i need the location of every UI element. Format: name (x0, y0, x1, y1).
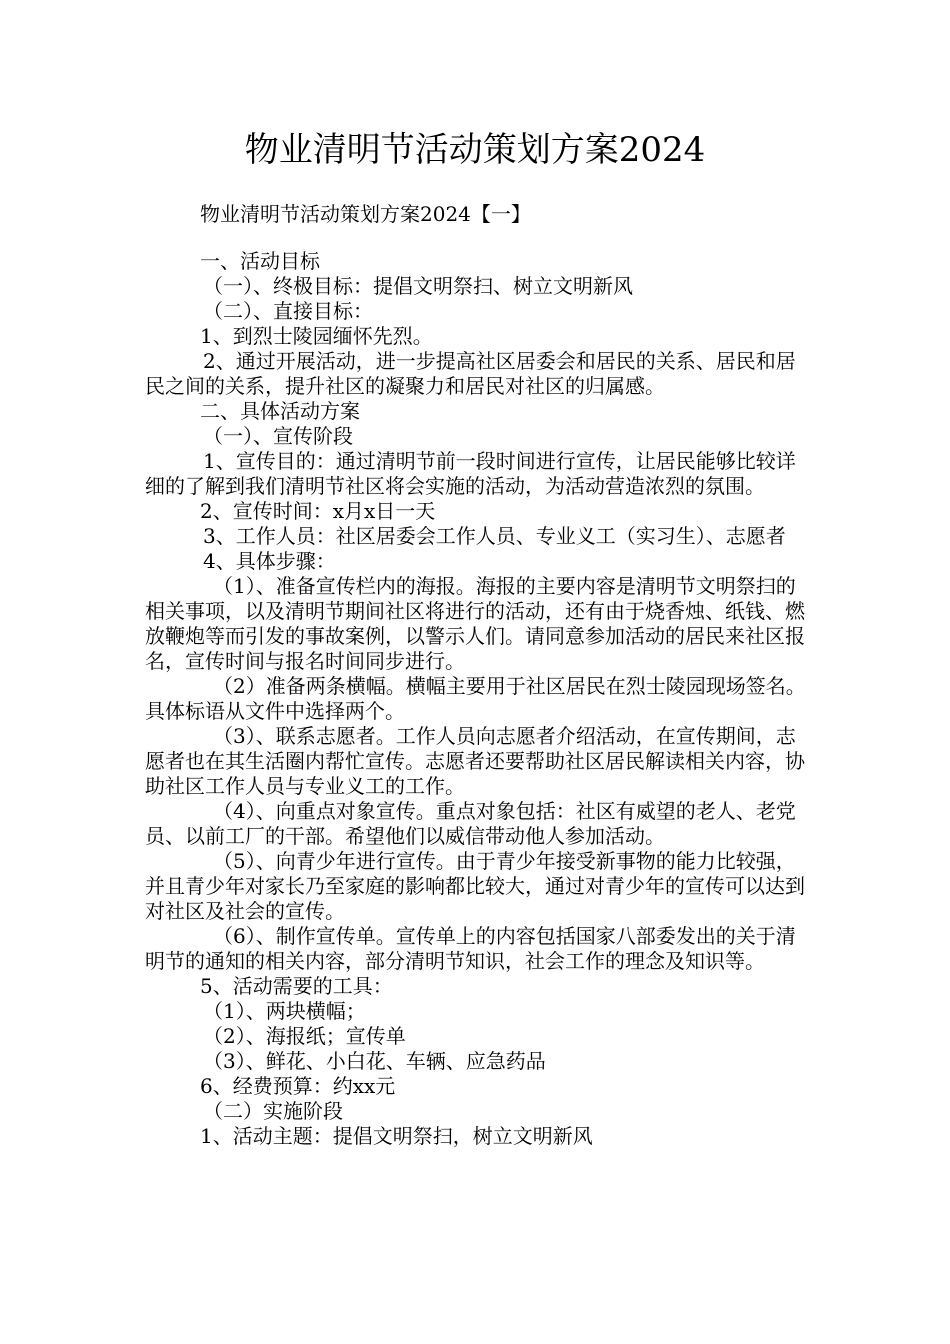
document-body (145, 249, 810, 1149)
paragraph: （5）、向青少年进行宣传。由于青少年接受新事物的能力比较强，并且青少年对家长乃至家庭的影响都比较大，通过对青少年的宣传可以达到对社区及社会的宣传。 (145, 849, 805, 923)
paragraph: 2、通过开展活动，进一步提高社区居委会和居民的关系、居民和居民之间的关系，提升社区的凝聚力和居民对社区的归属感。 (145, 349, 796, 398)
paragraph: 1、宣传目的：通过清明节前一段时间进行宣传，让居民能够比较详细的了解到我们清明节社区将会实施的活动，为活动营造浓烈的氛围。 (145, 449, 796, 498)
paragraph: 5、活动需要的工具： (200, 974, 393, 998)
paragraph: 1、到烈士陵园缅怀先烈。 (200, 324, 433, 348)
list-item: （2）、海报纸；宣传单 (203, 1024, 406, 1048)
paragraph: 4、具体步骤： (203, 549, 336, 573)
paragraph: （2）准备两条横幅。横幅主要用于社区居民在烈士陵园现场签名。具体标语从文件中选择两个。 (145, 674, 806, 723)
document-title: 物业清明节活动策划方案2024 (244, 130, 706, 170)
sub-heading: （一）、宣传阶段 (203, 424, 353, 448)
list-item: （1）、两块横幅； (203, 999, 366, 1023)
paragraph: 3、工作人员：社区居委会工作人员、专业义工（实习生）、志愿者 (203, 524, 786, 548)
document-subtitle: 物业清明节活动策划方案2024【一】 (200, 202, 531, 226)
paragraph: （3）、联系志愿者。工作人员向志愿者介绍活动，在宣传期间，志愿者也在其生活圈内帮忙宣传。志愿者还要帮助社区居民解读相关内容，协助社区工作人员与专业义工的工作。 (145, 724, 805, 798)
section-heading: 二、具体活动方案 (200, 399, 360, 423)
paragraph: 6、经费预算：约xx元 (200, 1074, 396, 1098)
list-item: （3）、鲜花、小白花、车辆、应急药品 (203, 1049, 546, 1073)
sub-heading: （一）、终极目标：提倡文明祭扫、树立文明新风 (203, 274, 633, 298)
sub-heading: （二）、直接目标： (203, 299, 373, 323)
paragraph: （1）、准备宣传栏内的海报。海报的主要内容是清明节文明祭扫的相关事项，以及清明节期间社区将进行的活动，还有由于烧香烛、纸钱、燃放鞭炮等而引发的事故案例，以警示人们。请同意参加活动的居民来社区报名，宣传时间与报名时间同步进行。 (145, 574, 805, 673)
section-heading: 一、活动目标 (200, 249, 320, 273)
paragraph: 2、宣传时间：x月x日一天 (200, 499, 436, 523)
paragraph: 1、活动主题：提倡文明祭扫，树立文明新风 (200, 1124, 593, 1148)
paragraph: （6）、制作宣传单。宣传单上的内容包括国家八部委发出的关于清明节的通知的相关内容，部分清明节知识，社会工作的理念及知识等。 (145, 924, 796, 973)
paragraph: （4）、向重点对象宣传。重点对象包括：社区有威望的老人、老党员、以前工厂的干部。希望他们以威信带动他人参加活动。 (145, 799, 796, 848)
sub-heading: （二）实施阶段 (203, 1099, 343, 1123)
